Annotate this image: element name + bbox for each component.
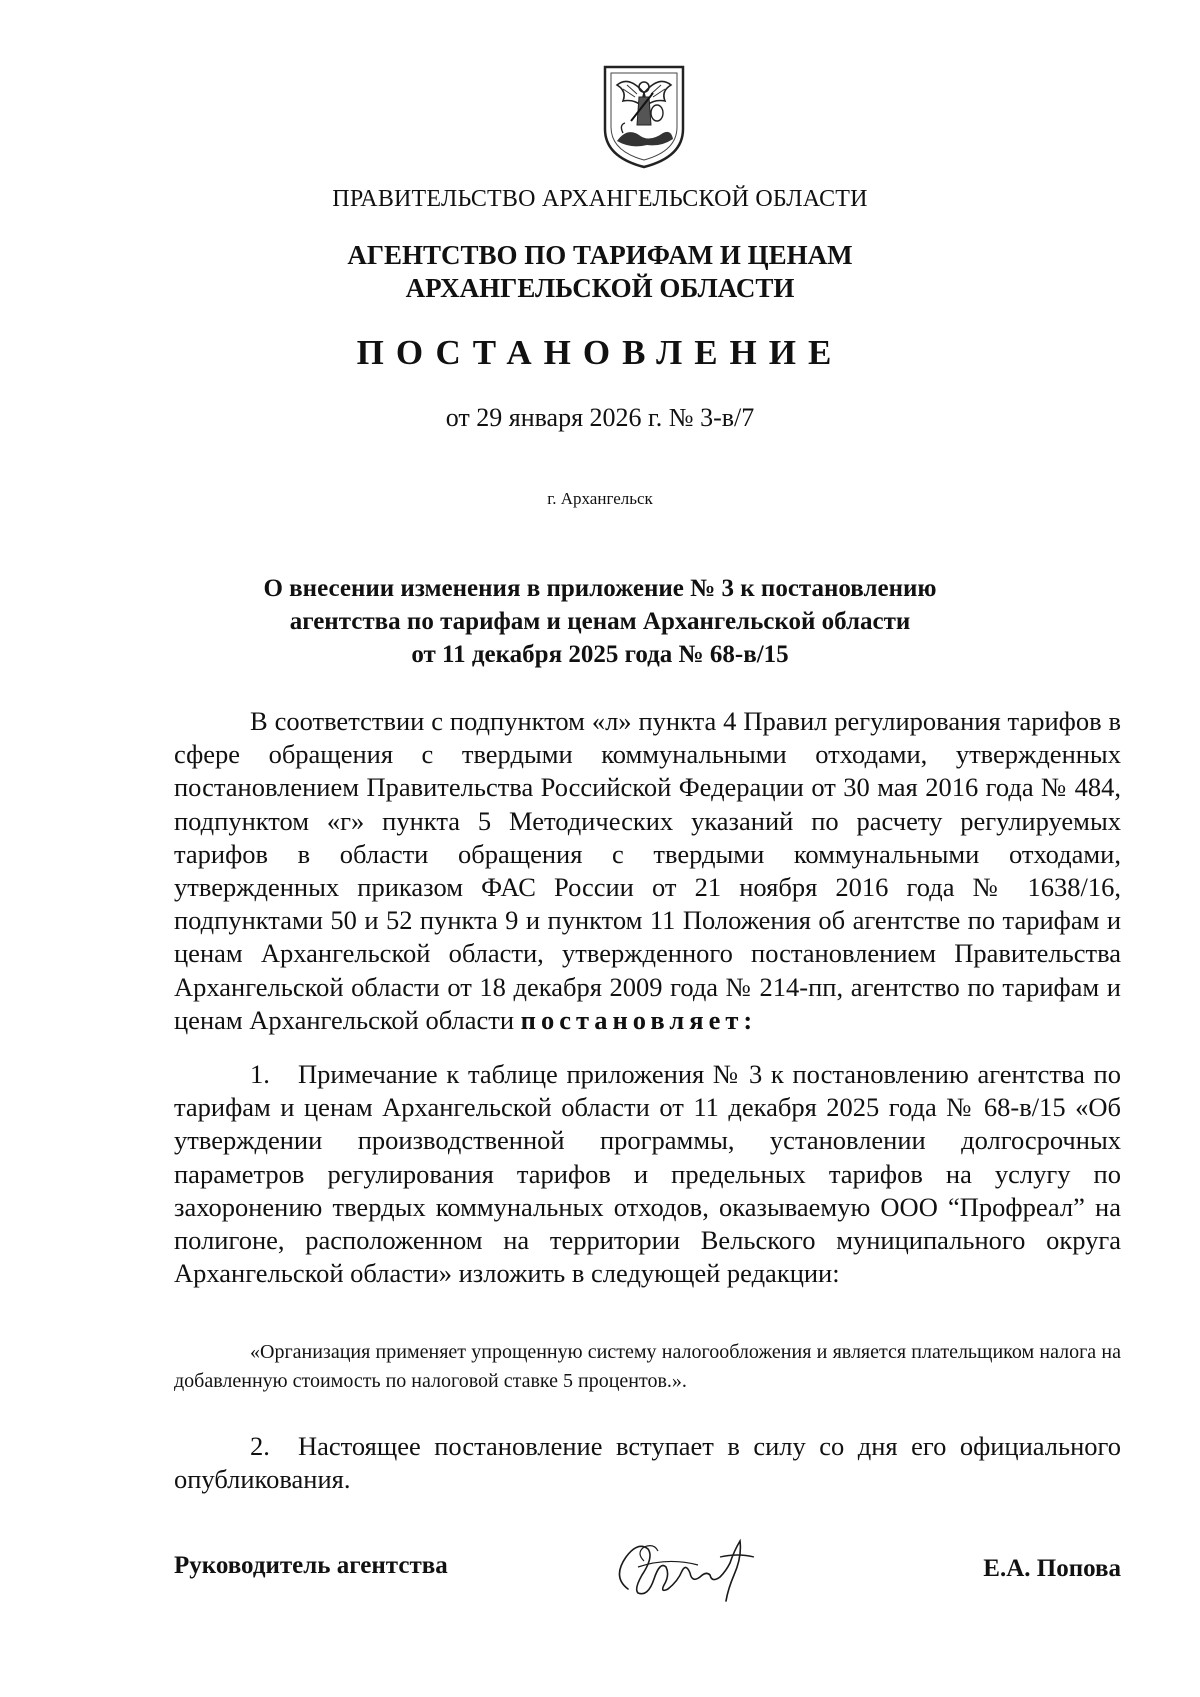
document-type-title: ПОСТАНОВЛЕНИЕ: [356, 333, 844, 372]
government-name: ПРАВИТЕЛЬСТВО АРХАНГЕЛЬСКОЙ ОБЛАСТИ: [332, 186, 868, 212]
document-subject: [0, 572, 1200, 671]
signatory-name: Е.А. Попова: [983, 1555, 1121, 1582]
item-1-text: Примечание к таблице приложения № 3 к постановлению агентства по тарифам и ценам Архангельской области от 11 декабря 2025 года № 68-в/15 «Об утверждении производственной программы, установлении долгосрочных параметров регулирования тарифов и предельных тарифов на услугу по захоронению твердых коммунальных отходов, оказываемую ООО “Профреал” на полигоне, расположенном на территории Вельского муниципального округа Архангельской области» изложить в следующей редакции:: [174, 1059, 1121, 1289]
document-date-number: от 29 января 2026 г. № 3-в/7: [445, 403, 755, 432]
resolves-word: постановляет:: [520, 1004, 758, 1035]
coat-of-arms-emblem: [601, 63, 687, 170]
document-city: г. Архангельск: [547, 489, 653, 508]
preamble-paragraph: [174, 705, 1121, 1037]
item-1-paragraph: [174, 1058, 1121, 1290]
item-1-number: 1.: [250, 1059, 270, 1089]
quoted-note: «Организация применяет упрощенную систему налогообложения и является плательщиком налога на добавленную стоимость по налоговой ставке 5 процентов.».: [174, 1341, 1121, 1392]
preamble-text: В соответствии с подпунктом «л» пункта 4 Правил регулирования тарифов в сфере обращения с твердыми коммунальными отходами, утвержденных постановлением Правительства Российской Федерации от 30 мая 2016 года № 484, подпунктом «г» пункта 5 Методических указаний по расчету регулируемых тарифов в области обращения с твердыми коммунальными отходами, утвержденных приказом ФАС России от 21 ноября 2016 года № 1638/16, подпунктами 50 и 52 пункта 9 и пунктом 11 Положения об агентстве по тарифам и ценам Архангельской области, утвержденного постановлением Правительства Архангельской области от 18 декабря 2009 года № 214-пп, агентство по тарифам и ценам Архангельской области: [174, 706, 1121, 1035]
item-2-paragraph: [174, 1430, 1121, 1496]
agency-name-line1: АГЕНТСТВО ПО ТАРИФАМ И ЦЕНАМ: [347, 240, 853, 270]
subject-line2: агентства по тарифам и ценам Архангельской области: [289, 608, 911, 635]
handwritten-signature: [608, 1527, 768, 1607]
agency-name: [0, 239, 1200, 305]
signatory-position: Руководитель агентства: [174, 1552, 448, 1579]
item-2-number: 2.: [250, 1431, 270, 1461]
agency-name-line2: АРХАНГЕЛЬСКОЙ ОБЛАСТИ: [405, 273, 795, 303]
subject-line3: от 11 декабря 2025 года № 68-в/15: [411, 641, 789, 668]
item-2-text: Настоящее постановление вступает в силу со дня его официального опубликования.: [174, 1431, 1121, 1495]
subject-line1: О внесении изменения в приложение № 3 к постановлению: [263, 575, 937, 602]
